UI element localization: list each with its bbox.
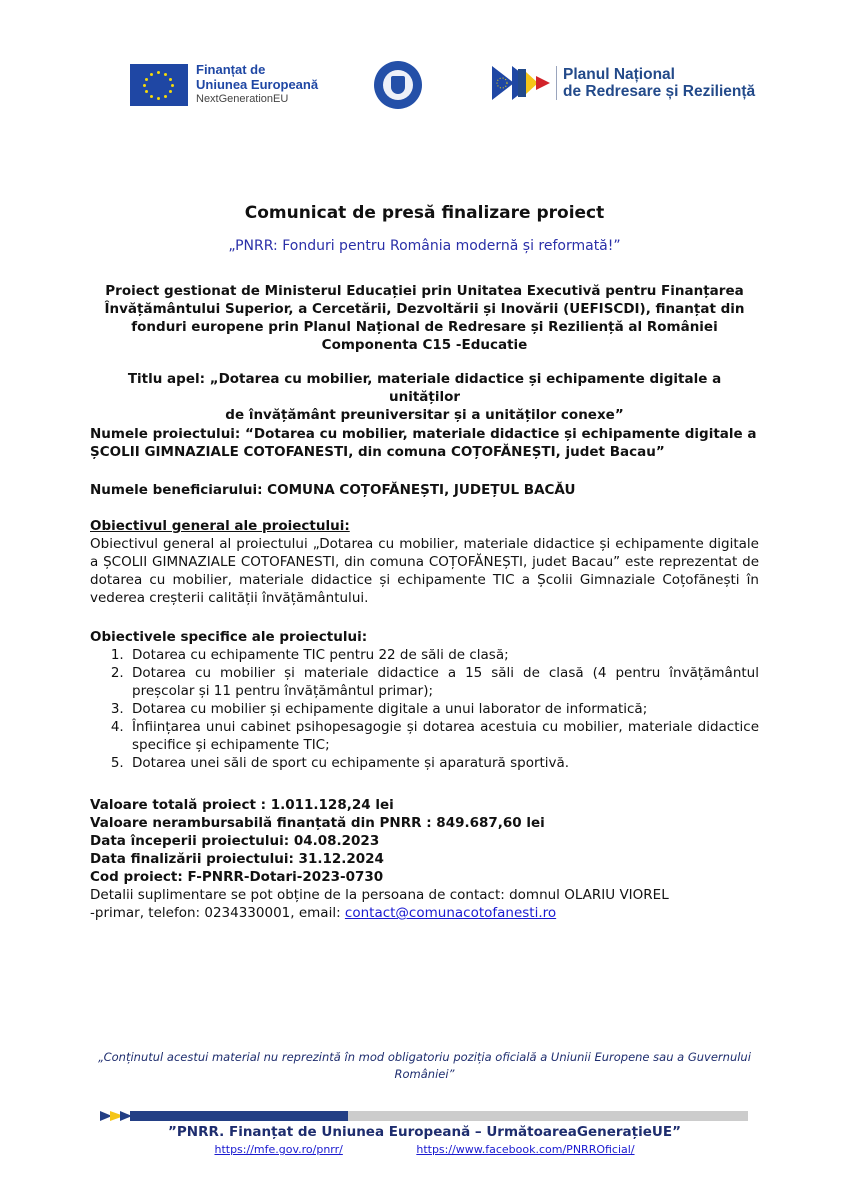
call-title-block	[90, 370, 759, 424]
general-objective-heading: Obiectivul general ale proiectului:	[90, 518, 350, 534]
contact-line-2	[90, 904, 759, 922]
managed-line: fonduri europene prin Planul Național de Redresare și Reziliență al României	[131, 319, 718, 335]
list-item: 3. Dotarea cu mobilier și echipamente digitale a unui laborator de informatică;	[128, 700, 759, 718]
coat-of-arms-icon	[391, 76, 405, 94]
eu-logo-line3: NextGenerationEU	[196, 93, 289, 105]
list-item: 4. Înființarea unui cabinet psihopesagogie și dotarea acestuia cu mobilier, materiale didactice specifice și echipamente TIC;	[128, 718, 759, 754]
pnrr-logo-line1: Planul Național	[563, 66, 675, 83]
total-value: Valoare totală proiect : 1.011.128,24 lei	[90, 797, 394, 813]
page-title: Comunicat de presă finalizare proiect	[244, 203, 605, 223]
contact-line-1: Detalii suplimentare se pot obține de la persoana de contact: domnul OLARIU VIOREL	[90, 887, 669, 903]
project-details	[90, 796, 759, 922]
list-item: 5. Dotarea unei săli de sport cu echipamente și aparatură sportivă.	[128, 754, 759, 772]
pnrr-arrows-icon	[492, 66, 552, 100]
romanian-government-seal-icon	[374, 61, 422, 109]
specific-objectives-heading: Obiectivele specifice ale proiectului:	[90, 629, 368, 645]
call-title-line: de învățământ preuniversitar și a unităților conexe”	[225, 407, 624, 423]
managed-line: Proiect gestionat de Ministerul Educației prin Unitatea Executivă pentru Finanțarea	[105, 283, 744, 299]
specific-objectives-section	[90, 628, 759, 772]
pnrr-logo	[492, 66, 755, 100]
footer-tagline: ”PNRR. Finanțat de Uniunea Europeană – UrmătoareaGenerațieUE”	[168, 1124, 681, 1140]
disclaimer: „Conținutul acestui material nu reprezintă în mod obligatoriu poziția oficială a Uniunii Europene sau a Guvernului României”	[98, 1050, 751, 1081]
specific-objectives-list	[90, 646, 759, 772]
mfe-pnrr-link[interactable]: https://mfe.gov.ro/pnrr/	[214, 1143, 343, 1156]
pnrr-logo-line2: de Redresare și Reziliență	[563, 83, 756, 100]
call-title-line: Titlu apel: „Dotarea cu mobilier, materiale didactice și echipamente digitale a unităților	[127, 371, 722, 405]
eu-logo-line2: Uniunea Europeană	[196, 77, 319, 92]
end-date: Data finalizării proiectului: 31.12.2024	[90, 851, 384, 867]
managing-authority-block	[90, 282, 759, 354]
project-name-line: Numele proiectului: “Dotarea cu mobilier, materiale didactice și echipamente digitale a	[90, 426, 757, 442]
beneficiary: Numele beneficiarului: COMUNA COȚOFĂNEȘTI, JUDEȚUL BACĂU	[90, 482, 576, 498]
facebook-pnrr-link[interactable]: https://www.facebook.com/PNRROficial/	[416, 1143, 635, 1156]
eu-logo-line1: Finanțat de	[196, 62, 266, 77]
email-link[interactable]: contact@comunacotofanesti.ro	[344, 905, 557, 921]
managed-line: Componenta C15 -Educatie	[321, 337, 528, 353]
non-refundable-value: Valoare nerambursabilă finanțată din PNRR : 849.687,60 lei	[90, 815, 545, 831]
start-date: Data începerii proiectului: 04.08.2023	[90, 833, 380, 849]
project-name-block	[90, 425, 759, 461]
eu-funding-logo	[130, 62, 318, 107]
contact-prefix: -primar, telefon: 0234330001, email:	[90, 905, 345, 921]
project-code: Cod proiect: F-PNRR-Dotari-2023-0730	[90, 869, 384, 885]
general-objective-section	[90, 517, 759, 607]
list-item: 2. Dotarea cu mobilier și materiale didactice a 15 săli de clasă (4 pentru învățământul preșcolar și 11 pentru învățământul primar);	[128, 664, 759, 700]
managed-line: Învățământului Superior, a Cercetării, Dezvoltării și Inovării (UEFISCDI), finanțat din	[104, 301, 745, 317]
list-item: 1. Dotarea cu echipamente TIC pentru 22 de săli de clasă;	[128, 646, 759, 664]
eu-flag-icon	[130, 64, 188, 106]
general-objective-text: Obiectivul general al proiectului „Dotarea cu mobilier, materiale didactice și echipamente digitale a ȘCOLII GIMNAZIALE COTOFANESTI, din comuna COȚOFĂNEȘTI, judet Bacau” este reprezentat de dotarea cu mobilier, materiale didactice și echipamente TIC a Școlii Gimnaziale Coțofănești în vederea creșterii calității învățământului.	[90, 536, 759, 606]
header-logos	[0, 0, 849, 140]
footer-arrows-icon	[100, 1111, 132, 1121]
footer-bar	[100, 1111, 748, 1121]
footer-links	[0, 1143, 849, 1156]
project-name-line: ȘCOLII GIMNAZIALE COTOFANESTI, din comuna COȚOFĂNEȘTI, judet Bacau”	[90, 444, 665, 460]
slogan: „PNRR: Fonduri pentru România modernă și reformată!”	[228, 238, 621, 254]
